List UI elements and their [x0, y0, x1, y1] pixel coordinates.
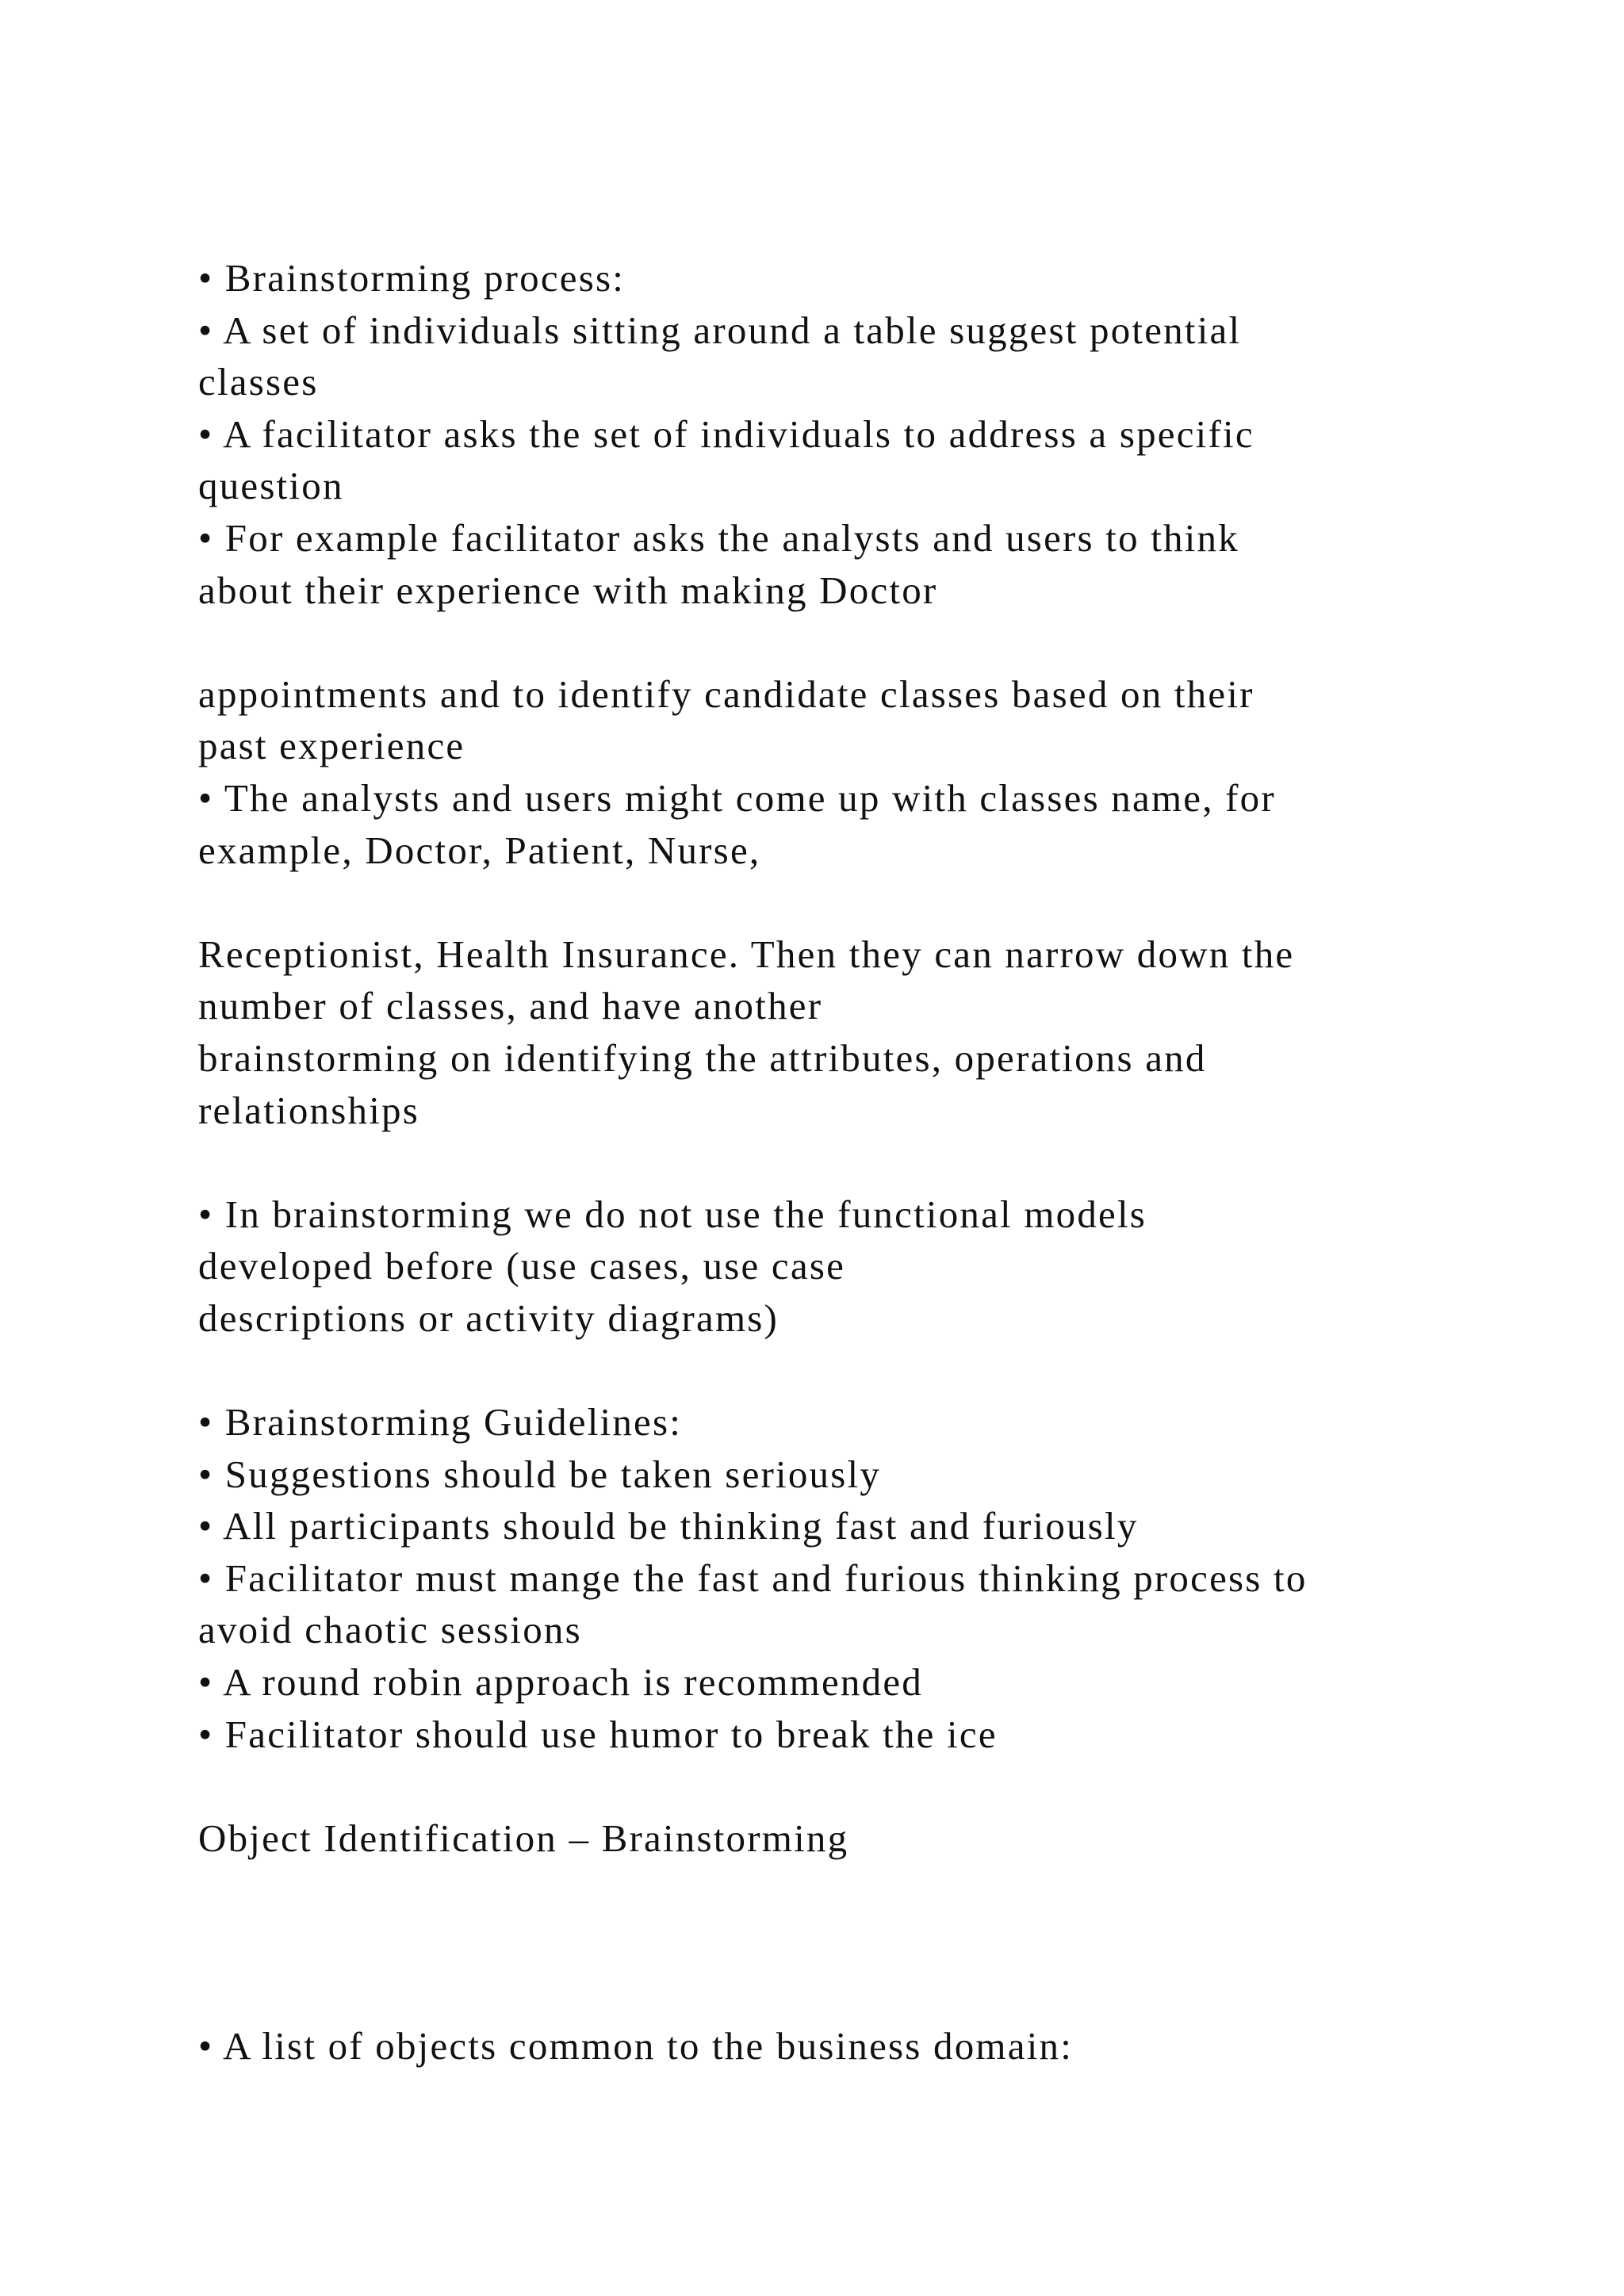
- bullet-line: • Facilitator should use humor to break the ice: [198, 1712, 998, 1756]
- text-line: avoid chaotic sessions: [198, 1608, 582, 1652]
- bullet-line: • Brainstorming Guidelines:: [198, 1400, 683, 1445]
- bullet-line: • Brainstorming process:: [198, 256, 626, 300]
- bullet-line: • A facilitator asks the set of individuals to address a specific: [198, 411, 1254, 456]
- text-line: number of classes, and have another: [198, 984, 823, 1028]
- text-line: developed before (use cases, use case: [198, 1244, 846, 1288]
- blank-lines: [198, 1864, 1546, 2020]
- section-heading: Object Identification – Brainstorming: [198, 1816, 849, 1860]
- text-line: about their experience with making Doctor: [198, 568, 938, 612]
- blank-line: [198, 1136, 1546, 1188]
- bullet-line: • All participants should be thinking fast and furiously: [198, 1504, 1139, 1548]
- text-line: past experience: [198, 724, 465, 768]
- text-line: Receptionist, Health Insurance. Then they can narrow down the: [198, 932, 1295, 976]
- bullet-line: • A list of objects common to the business domain:: [198, 2024, 1074, 2068]
- blank-line: [198, 1760, 1546, 1812]
- document-body: [198, 252, 1546, 2072]
- text-line: relationships: [198, 1088, 420, 1132]
- bullet-line: • Facilitator must mange the fast and furious thinking process to: [198, 1556, 1308, 1600]
- text-line: classes: [198, 360, 319, 404]
- blank-line: [198, 1344, 1546, 1396]
- blank-line: [198, 876, 1546, 928]
- bullet-line: • A set of individuals sitting around a table suggest potential: [198, 308, 1242, 352]
- bullet-line: • For example facilitator asks the analysts and users to think: [198, 515, 1239, 560]
- blank-line: [198, 616, 1546, 668]
- bullet-line: • A round robin approach is recommended: [198, 1660, 923, 1705]
- bullet-line: • The analysts and users might come up with classes name, for: [198, 775, 1276, 820]
- bullet-line: • Suggestions should be taken seriously: [198, 1452, 882, 1496]
- text-line: example, Doctor, Patient, Nurse,: [198, 828, 761, 872]
- text-line: descriptions or activity diagrams): [198, 1295, 779, 1340]
- text-line: appointments and to identify candidate classes based on their: [198, 672, 1254, 716]
- bullet-line: • In brainstorming we do not use the functional models: [198, 1192, 1147, 1236]
- text-line: brainstorming on identifying the attributes, operations and: [198, 1035, 1207, 1080]
- text-line: question: [198, 464, 344, 508]
